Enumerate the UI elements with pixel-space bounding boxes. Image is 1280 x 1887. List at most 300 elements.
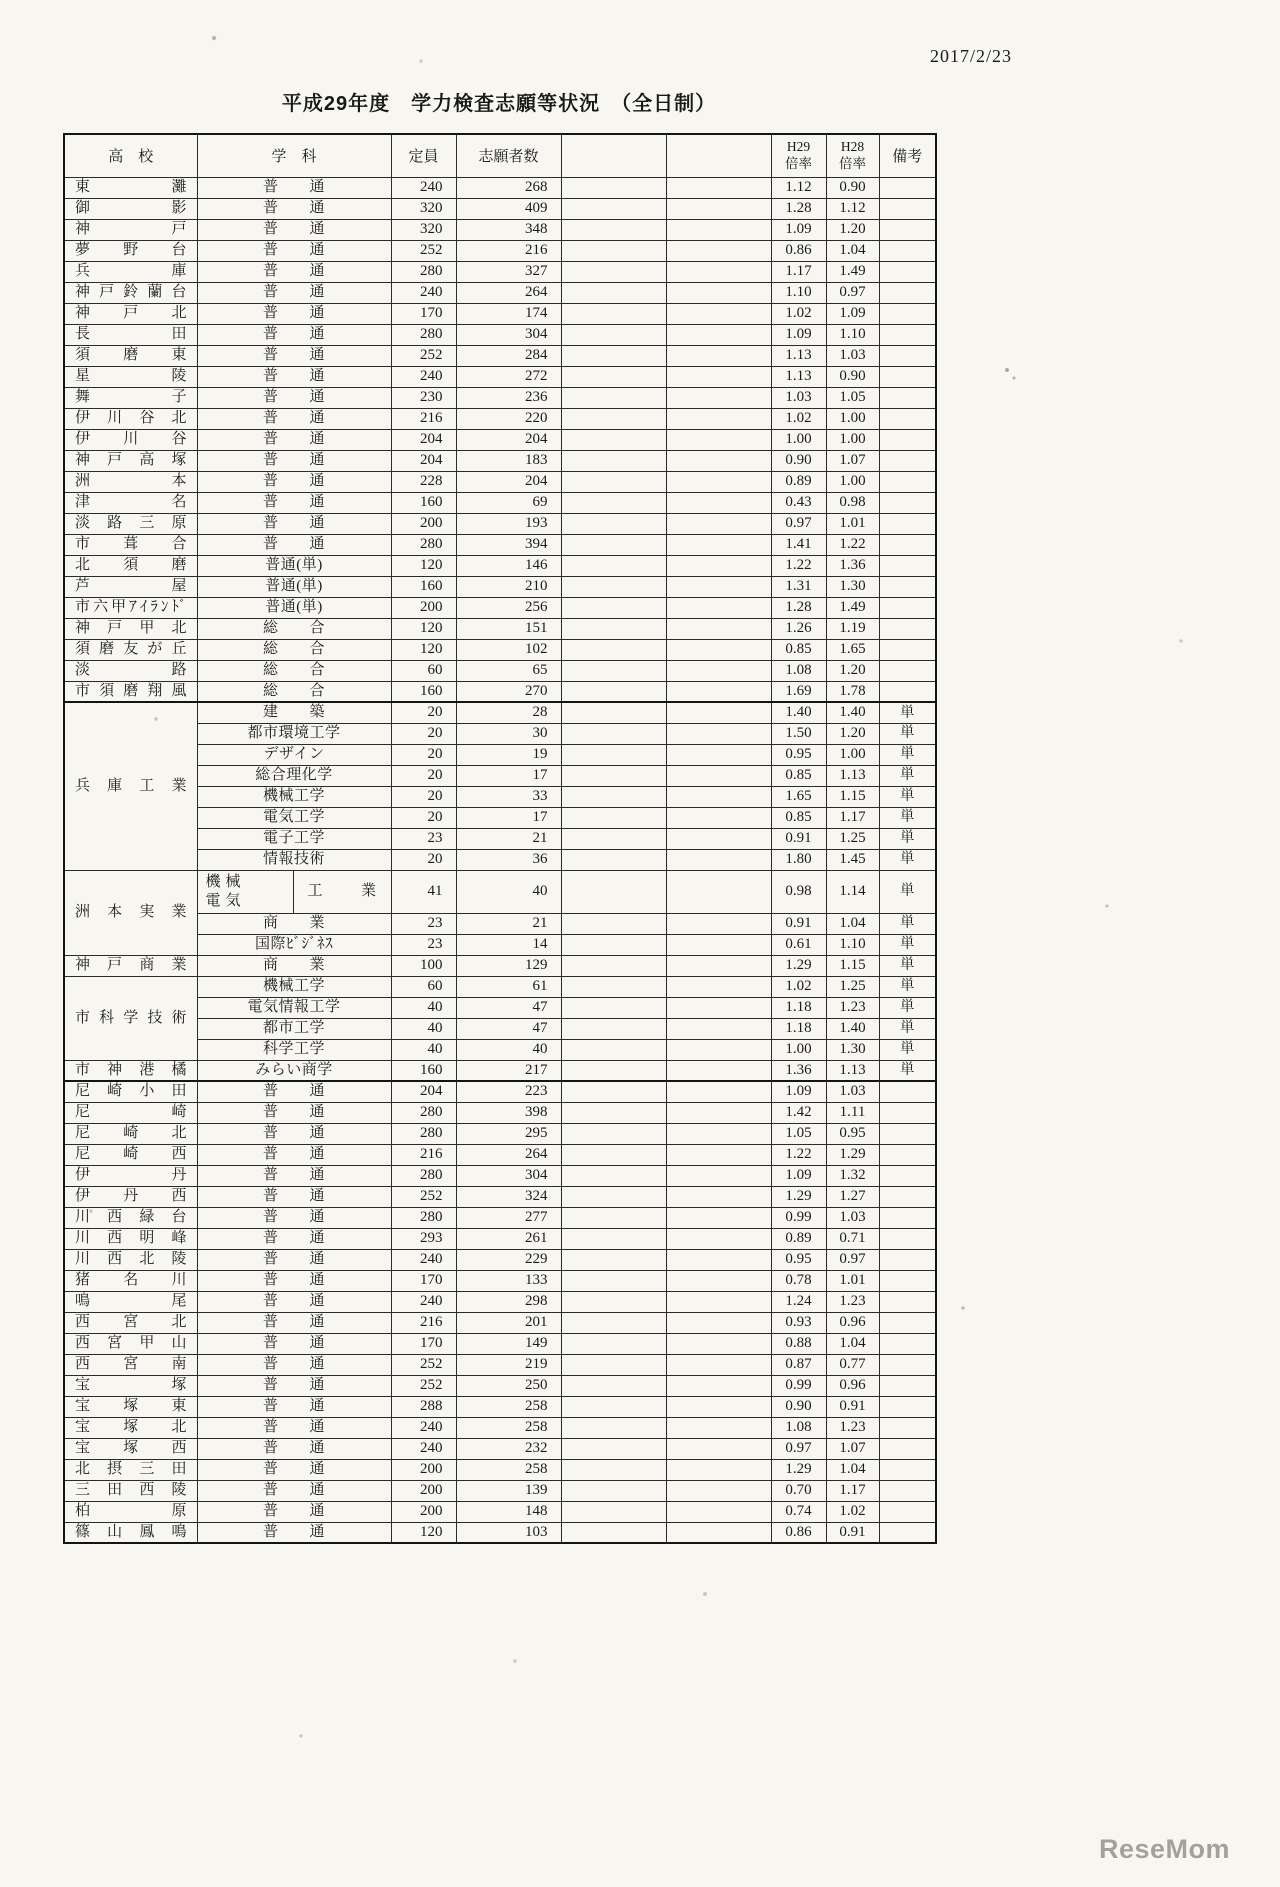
blank-cell	[561, 1249, 666, 1270]
applicants-cell: 327	[456, 261, 561, 282]
blank-cell	[666, 1291, 771, 1312]
blank-cell	[561, 1270, 666, 1291]
remarks-cell: 単	[879, 1039, 936, 1060]
blank-cell	[666, 387, 771, 408]
capacity-cell: 240	[391, 1438, 456, 1459]
blank-cell	[561, 1060, 666, 1081]
h28-ratio-cell: 0.90	[826, 177, 879, 198]
h28-ratio-cell: 1.17	[826, 807, 879, 828]
school-cell: 神 戸 鈴 蘭 台	[64, 282, 197, 303]
document-date: 2017/2/23	[929, 46, 1012, 66]
applicants-cell: 268	[456, 177, 561, 198]
school-cell: 伊 丹	[64, 1165, 197, 1186]
table-row	[64, 177, 936, 198]
blank-cell	[561, 1123, 666, 1144]
blank-cell	[666, 1375, 771, 1396]
h28-ratio-cell: 1.17	[826, 1480, 879, 1501]
remarks-cell	[879, 639, 936, 660]
blank-cell	[666, 1354, 771, 1375]
h28-ratio-cell: 1.23	[826, 1417, 879, 1438]
blank-cell	[561, 723, 666, 744]
applicants-cell: 272	[456, 366, 561, 387]
blank-cell	[666, 1039, 771, 1060]
capacity-cell: 200	[391, 1480, 456, 1501]
table-row	[64, 1438, 936, 1459]
h29-ratio-cell: 0.97	[771, 1438, 826, 1459]
department-cell: 普 通	[197, 387, 391, 408]
capacity-cell: 170	[391, 303, 456, 324]
remarks-cell	[879, 1186, 936, 1207]
h28-ratio-cell: 0.96	[826, 1375, 879, 1396]
capacity-cell: 23	[391, 913, 456, 934]
blank-cell	[561, 765, 666, 786]
table-row	[64, 408, 936, 429]
h29-ratio-cell: 1.18	[771, 1018, 826, 1039]
remarks-cell	[879, 303, 936, 324]
applicants-cell: 102	[456, 639, 561, 660]
applicants-cell: 348	[456, 219, 561, 240]
capacity-cell: 20	[391, 849, 456, 870]
school-cell: 津 名	[64, 492, 197, 513]
blank-cell	[666, 450, 771, 471]
h29-ratio-cell: 1.40	[771, 702, 826, 723]
department-cell: みらい商学	[197, 1060, 391, 1081]
applicants-cell: 133	[456, 1270, 561, 1291]
h28-ratio-cell: 1.20	[826, 660, 879, 681]
capacity-cell: 252	[391, 345, 456, 366]
blank-cell	[561, 1291, 666, 1312]
blank-cell	[561, 1459, 666, 1480]
h29-ratio-cell: 0.87	[771, 1354, 826, 1375]
department-cell: 機械 電気 工 業	[197, 870, 391, 913]
school-cell: 北 摂 三 田	[64, 1459, 197, 1480]
applicants-cell: 174	[456, 303, 561, 324]
h28-ratio-cell: 1.01	[826, 513, 879, 534]
capacity-cell: 252	[391, 1354, 456, 1375]
blank-cell	[561, 955, 666, 976]
department-cell: 普 通	[197, 1501, 391, 1522]
blank-cell	[561, 1333, 666, 1354]
applicants-cell: 28	[456, 702, 561, 723]
capacity-cell: 280	[391, 261, 456, 282]
remarks-cell	[879, 408, 936, 429]
blank-cell	[666, 934, 771, 955]
table-row	[64, 1228, 936, 1249]
table-body	[64, 177, 936, 1543]
capacity-cell: 160	[391, 492, 456, 513]
department-cell: 普 通	[197, 1333, 391, 1354]
blank-cell	[561, 555, 666, 576]
blank-cell	[561, 1165, 666, 1186]
school-cell: 神 戸 高 塚	[64, 450, 197, 471]
school-cell: 川 西 緑 台	[64, 1207, 197, 1228]
school-cell: 市 六 甲 ｱ ｲ ﾗ ﾝ ﾄﾞ	[64, 597, 197, 618]
department-cell: 普 通	[197, 1207, 391, 1228]
capacity-cell: 216	[391, 1144, 456, 1165]
h28-ratio-cell: 1.40	[826, 1018, 879, 1039]
table-row	[64, 492, 936, 513]
h28-ratio-cell: 1.29	[826, 1144, 879, 1165]
remarks-cell	[879, 555, 936, 576]
h28-ratio-cell: 1.36	[826, 555, 879, 576]
department-cell: 普 通	[197, 1396, 391, 1417]
capacity-cell: 23	[391, 828, 456, 849]
blank-cell	[666, 1459, 771, 1480]
table-row	[64, 198, 936, 219]
capacity-cell: 280	[391, 1123, 456, 1144]
blank-cell	[561, 934, 666, 955]
department-cell: 普 通	[197, 1123, 391, 1144]
blank-cell	[561, 660, 666, 681]
department-cell: 普 通	[197, 261, 391, 282]
blank-cell	[666, 471, 771, 492]
department-cell: 商 業	[197, 913, 391, 934]
table-row	[64, 1333, 936, 1354]
blank-cell	[666, 1522, 771, 1543]
h28-ratio-cell: 1.00	[826, 408, 879, 429]
department-cell: 普 通	[197, 177, 391, 198]
table-row	[64, 513, 936, 534]
school-cell: 西 宮 南	[64, 1354, 197, 1375]
capacity-cell: 100	[391, 955, 456, 976]
remarks-cell	[879, 177, 936, 198]
remarks-cell	[879, 1459, 936, 1480]
capacity-cell: 288	[391, 1396, 456, 1417]
capacity-cell: 240	[391, 1417, 456, 1438]
h28-ratio-cell: 1.04	[826, 1459, 879, 1480]
scan-noise	[0, 0, 2, 2]
h29-ratio-cell: 0.70	[771, 1480, 826, 1501]
remarks-cell	[879, 1354, 936, 1375]
header-row	[64, 134, 936, 177]
department-cell: 普 通	[197, 282, 391, 303]
applicants-cell: 236	[456, 387, 561, 408]
remarks-cell	[879, 1417, 936, 1438]
h28-ratio-cell: 1.25	[826, 828, 879, 849]
blank-cell	[666, 513, 771, 534]
school-cell: 神 戸 甲 北	[64, 618, 197, 639]
school-cell: 尼 崎 北	[64, 1123, 197, 1144]
remarks-cell	[879, 261, 936, 282]
h28-ratio-cell: 0.71	[826, 1228, 879, 1249]
blank-cell	[666, 702, 771, 723]
blank-cell	[666, 1018, 771, 1039]
remarks-cell	[879, 576, 936, 597]
h29-ratio-cell: 0.90	[771, 450, 826, 471]
remarks-cell	[879, 618, 936, 639]
blank-cell	[666, 1060, 771, 1081]
blank-cell	[666, 765, 771, 786]
blank-cell	[666, 976, 771, 997]
table-row	[64, 534, 936, 555]
h28-ratio-cell: 0.95	[826, 1123, 879, 1144]
blank-cell	[666, 303, 771, 324]
capacity-cell: 204	[391, 1081, 456, 1102]
h28-ratio-cell: 1.22	[826, 534, 879, 555]
table-row	[64, 1291, 936, 1312]
department-cell: 普 通	[197, 1102, 391, 1123]
column-header-department: 学 科	[197, 134, 391, 177]
blank-cell	[666, 618, 771, 639]
capacity-cell: 280	[391, 1102, 456, 1123]
department-cell: 普 通	[197, 345, 391, 366]
h29-ratio-cell: 1.36	[771, 1060, 826, 1081]
applicants-cell: 151	[456, 618, 561, 639]
remarks-cell	[879, 471, 936, 492]
blank-cell	[666, 198, 771, 219]
school-cell: 御 影	[64, 198, 197, 219]
table-row	[64, 1459, 936, 1480]
h29-ratio-label: 倍率	[785, 155, 812, 171]
remarks-cell	[879, 1438, 936, 1459]
blank-cell	[666, 639, 771, 660]
blank-cell	[561, 639, 666, 660]
h29-ratio-cell: 1.28	[771, 597, 826, 618]
h29-ratio-cell: 1.10	[771, 282, 826, 303]
blank-cell	[666, 1480, 771, 1501]
blank-cell	[561, 282, 666, 303]
applicants-cell: 258	[456, 1417, 561, 1438]
department-cell: 普 通	[197, 429, 391, 450]
table-row	[64, 555, 936, 576]
h28-ratio-cell: 1.78	[826, 681, 879, 702]
applicants-cell: 148	[456, 1501, 561, 1522]
blank-cell	[666, 324, 771, 345]
h29-ratio-cell: 1.31	[771, 576, 826, 597]
column-header-blank-2	[666, 134, 771, 177]
blank-cell	[561, 1018, 666, 1039]
school-cell: 篠 山 鳳 鳴	[64, 1522, 197, 1543]
h29-ratio-cell: 0.78	[771, 1270, 826, 1291]
department-cell: 普 通	[197, 1480, 391, 1501]
department-cell: 普 通	[197, 1459, 391, 1480]
blank-cell	[666, 1186, 771, 1207]
column-header-remarks: 備考	[879, 134, 936, 177]
blank-cell	[666, 723, 771, 744]
h29-ratio-cell: 0.97	[771, 513, 826, 534]
blank-cell	[561, 471, 666, 492]
blank-cell	[561, 198, 666, 219]
h28-ratio-cell: 1.07	[826, 450, 879, 471]
h29-ratio-cell: 1.08	[771, 1417, 826, 1438]
h29-ratio-cell: 1.02	[771, 408, 826, 429]
h29-ratio-cell: 1.42	[771, 1102, 826, 1123]
department-cell: 普 通	[197, 408, 391, 429]
department-cell: 普 通	[197, 366, 391, 387]
remarks-cell	[879, 450, 936, 471]
table-row	[64, 639, 936, 660]
h29-ratio-cell: 0.85	[771, 639, 826, 660]
department-cell: 電気情報工学	[197, 997, 391, 1018]
blank-cell	[666, 366, 771, 387]
h28-ratio-cell: 1.23	[826, 997, 879, 1018]
capacity-cell: 204	[391, 429, 456, 450]
h29-ratio-cell: 1.24	[771, 1291, 826, 1312]
school-cell: 舞 子	[64, 387, 197, 408]
h28-ratio-cell: 1.45	[826, 849, 879, 870]
department-cell: 機械工学	[197, 786, 391, 807]
applicants-cell: 295	[456, 1123, 561, 1144]
school-cell: 市 神 港 橘	[64, 1060, 197, 1081]
remarks-cell: 単	[879, 913, 936, 934]
blank-cell	[561, 534, 666, 555]
department-cell: 都市環境工学	[197, 723, 391, 744]
watermark-logo: ReseMom	[1098, 1834, 1230, 1864]
remarks-cell	[879, 219, 936, 240]
h29-ratio-cell: 1.09	[771, 1165, 826, 1186]
school-cell: 神 戸 北	[64, 303, 197, 324]
school-cell: 洲 本	[64, 471, 197, 492]
school-cell: 淡 路	[64, 660, 197, 681]
h28-ratio-cell: 1.02	[826, 1501, 879, 1522]
department-cell: 総 合	[197, 618, 391, 639]
capacity-cell: 20	[391, 702, 456, 723]
h29-label: H29	[786, 138, 811, 154]
blank-cell	[666, 1207, 771, 1228]
remarks-cell	[879, 1375, 936, 1396]
school-cell: 川 西 北 陵	[64, 1249, 197, 1270]
department-sub-label: 電気	[205, 892, 246, 909]
h28-ratio-cell: 1.01	[826, 1270, 879, 1291]
table-row	[64, 1522, 936, 1543]
remarks-cell: 単	[879, 997, 936, 1018]
applicants-cell: 261	[456, 1228, 561, 1249]
capacity-cell: 160	[391, 1060, 456, 1081]
h28-ratio-cell: 1.19	[826, 618, 879, 639]
h29-ratio-cell: 1.29	[771, 955, 826, 976]
department-cell: 普 通	[197, 1522, 391, 1543]
table-row	[64, 1102, 936, 1123]
applicants-cell: 17	[456, 765, 561, 786]
h29-ratio-cell: 1.22	[771, 555, 826, 576]
blank-cell	[561, 1102, 666, 1123]
blank-cell	[666, 282, 771, 303]
department-cell: 普通(単)	[197, 555, 391, 576]
table-row	[64, 1501, 936, 1522]
applicants-cell: 204	[456, 471, 561, 492]
column-header-h29-ratio	[771, 134, 826, 177]
school-cell: 尼 崎 西	[64, 1144, 197, 1165]
remarks-cell	[879, 681, 936, 702]
blank-cell	[666, 261, 771, 282]
h28-ratio-cell: 1.03	[826, 345, 879, 366]
h29-ratio-cell: 1.09	[771, 219, 826, 240]
department-cell: 普 通	[197, 534, 391, 555]
blank-cell	[561, 576, 666, 597]
remarks-cell	[879, 366, 936, 387]
h28-ratio-cell: 1.03	[826, 1207, 879, 1228]
school-cell: 星 陵	[64, 366, 197, 387]
table-row	[64, 261, 936, 282]
applicants-cell: 256	[456, 597, 561, 618]
remarks-cell	[879, 324, 936, 345]
remarks-cell	[879, 660, 936, 681]
applicants-table	[63, 133, 937, 1544]
h28-ratio-cell: 0.90	[826, 366, 879, 387]
remarks-cell: 単	[879, 1060, 936, 1081]
blank-cell	[561, 1438, 666, 1459]
blank-cell	[561, 240, 666, 261]
h29-ratio-cell: 0.93	[771, 1312, 826, 1333]
applicants-cell: 21	[456, 913, 561, 934]
blank-cell	[666, 1396, 771, 1417]
blank-cell	[666, 1333, 771, 1354]
blank-cell	[561, 177, 666, 198]
capacity-cell: 200	[391, 513, 456, 534]
h29-ratio-cell: 1.41	[771, 534, 826, 555]
table-row	[64, 1123, 936, 1144]
blank-cell	[561, 618, 666, 639]
school-cell: 西 宮 北	[64, 1312, 197, 1333]
school-cell: 市 葺 合	[64, 534, 197, 555]
applicants-cell: 193	[456, 513, 561, 534]
blank-cell	[561, 1396, 666, 1417]
h28-ratio-cell: 1.30	[826, 576, 879, 597]
applicants-cell: 61	[456, 976, 561, 997]
applicants-cell: 250	[456, 1375, 561, 1396]
blank-cell	[561, 303, 666, 324]
department-cell: 情報技術	[197, 849, 391, 870]
blank-cell	[666, 1312, 771, 1333]
blank-cell	[561, 492, 666, 513]
department-cell: 総 合	[197, 639, 391, 660]
department-cell: 普 通	[197, 492, 391, 513]
table-row	[64, 870, 936, 913]
school-cell: 西 宮 甲 山	[64, 1333, 197, 1354]
h28-ratio-cell: 1.15	[826, 955, 879, 976]
remarks-cell	[879, 1165, 936, 1186]
h28-ratio-cell: 0.98	[826, 492, 879, 513]
remarks-cell: 単	[879, 765, 936, 786]
department-cell: 科学工学	[197, 1039, 391, 1060]
school-cell: 長 田	[64, 324, 197, 345]
department-cell: 普 通	[197, 1375, 391, 1396]
department-cell: 電気工学	[197, 807, 391, 828]
table-row	[64, 1417, 936, 1438]
school-cell: 宝 塚 北	[64, 1417, 197, 1438]
remarks-cell	[879, 1501, 936, 1522]
applicants-cell: 204	[456, 429, 561, 450]
blank-cell	[561, 1480, 666, 1501]
remarks-cell: 単	[879, 934, 936, 955]
blank-cell	[561, 1375, 666, 1396]
school-cell: 宝 塚 西	[64, 1438, 197, 1459]
table-row	[64, 576, 936, 597]
department-cell: 普 通	[197, 1228, 391, 1249]
blank-cell	[666, 1123, 771, 1144]
remarks-cell	[879, 1480, 936, 1501]
table-row	[64, 1207, 936, 1228]
blank-cell	[666, 219, 771, 240]
school-cell: 柏 原	[64, 1501, 197, 1522]
applicants-cell: 264	[456, 1144, 561, 1165]
school-cell: 神 戸	[64, 219, 197, 240]
blank-cell	[561, 976, 666, 997]
capacity-cell: 40	[391, 997, 456, 1018]
table-row	[64, 618, 936, 639]
h29-ratio-cell: 1.22	[771, 1144, 826, 1165]
applicants-cell: 258	[456, 1459, 561, 1480]
blank-cell	[666, 955, 771, 976]
table-row	[64, 387, 936, 408]
table-row	[64, 429, 936, 450]
remarks-cell: 単	[879, 828, 936, 849]
blank-cell	[561, 219, 666, 240]
school-cell: 洲 本 実 業	[64, 870, 197, 955]
department-cell: 普通(単)	[197, 576, 391, 597]
h28-ratio-cell: 1.04	[826, 1333, 879, 1354]
applicants-cell: 69	[456, 492, 561, 513]
